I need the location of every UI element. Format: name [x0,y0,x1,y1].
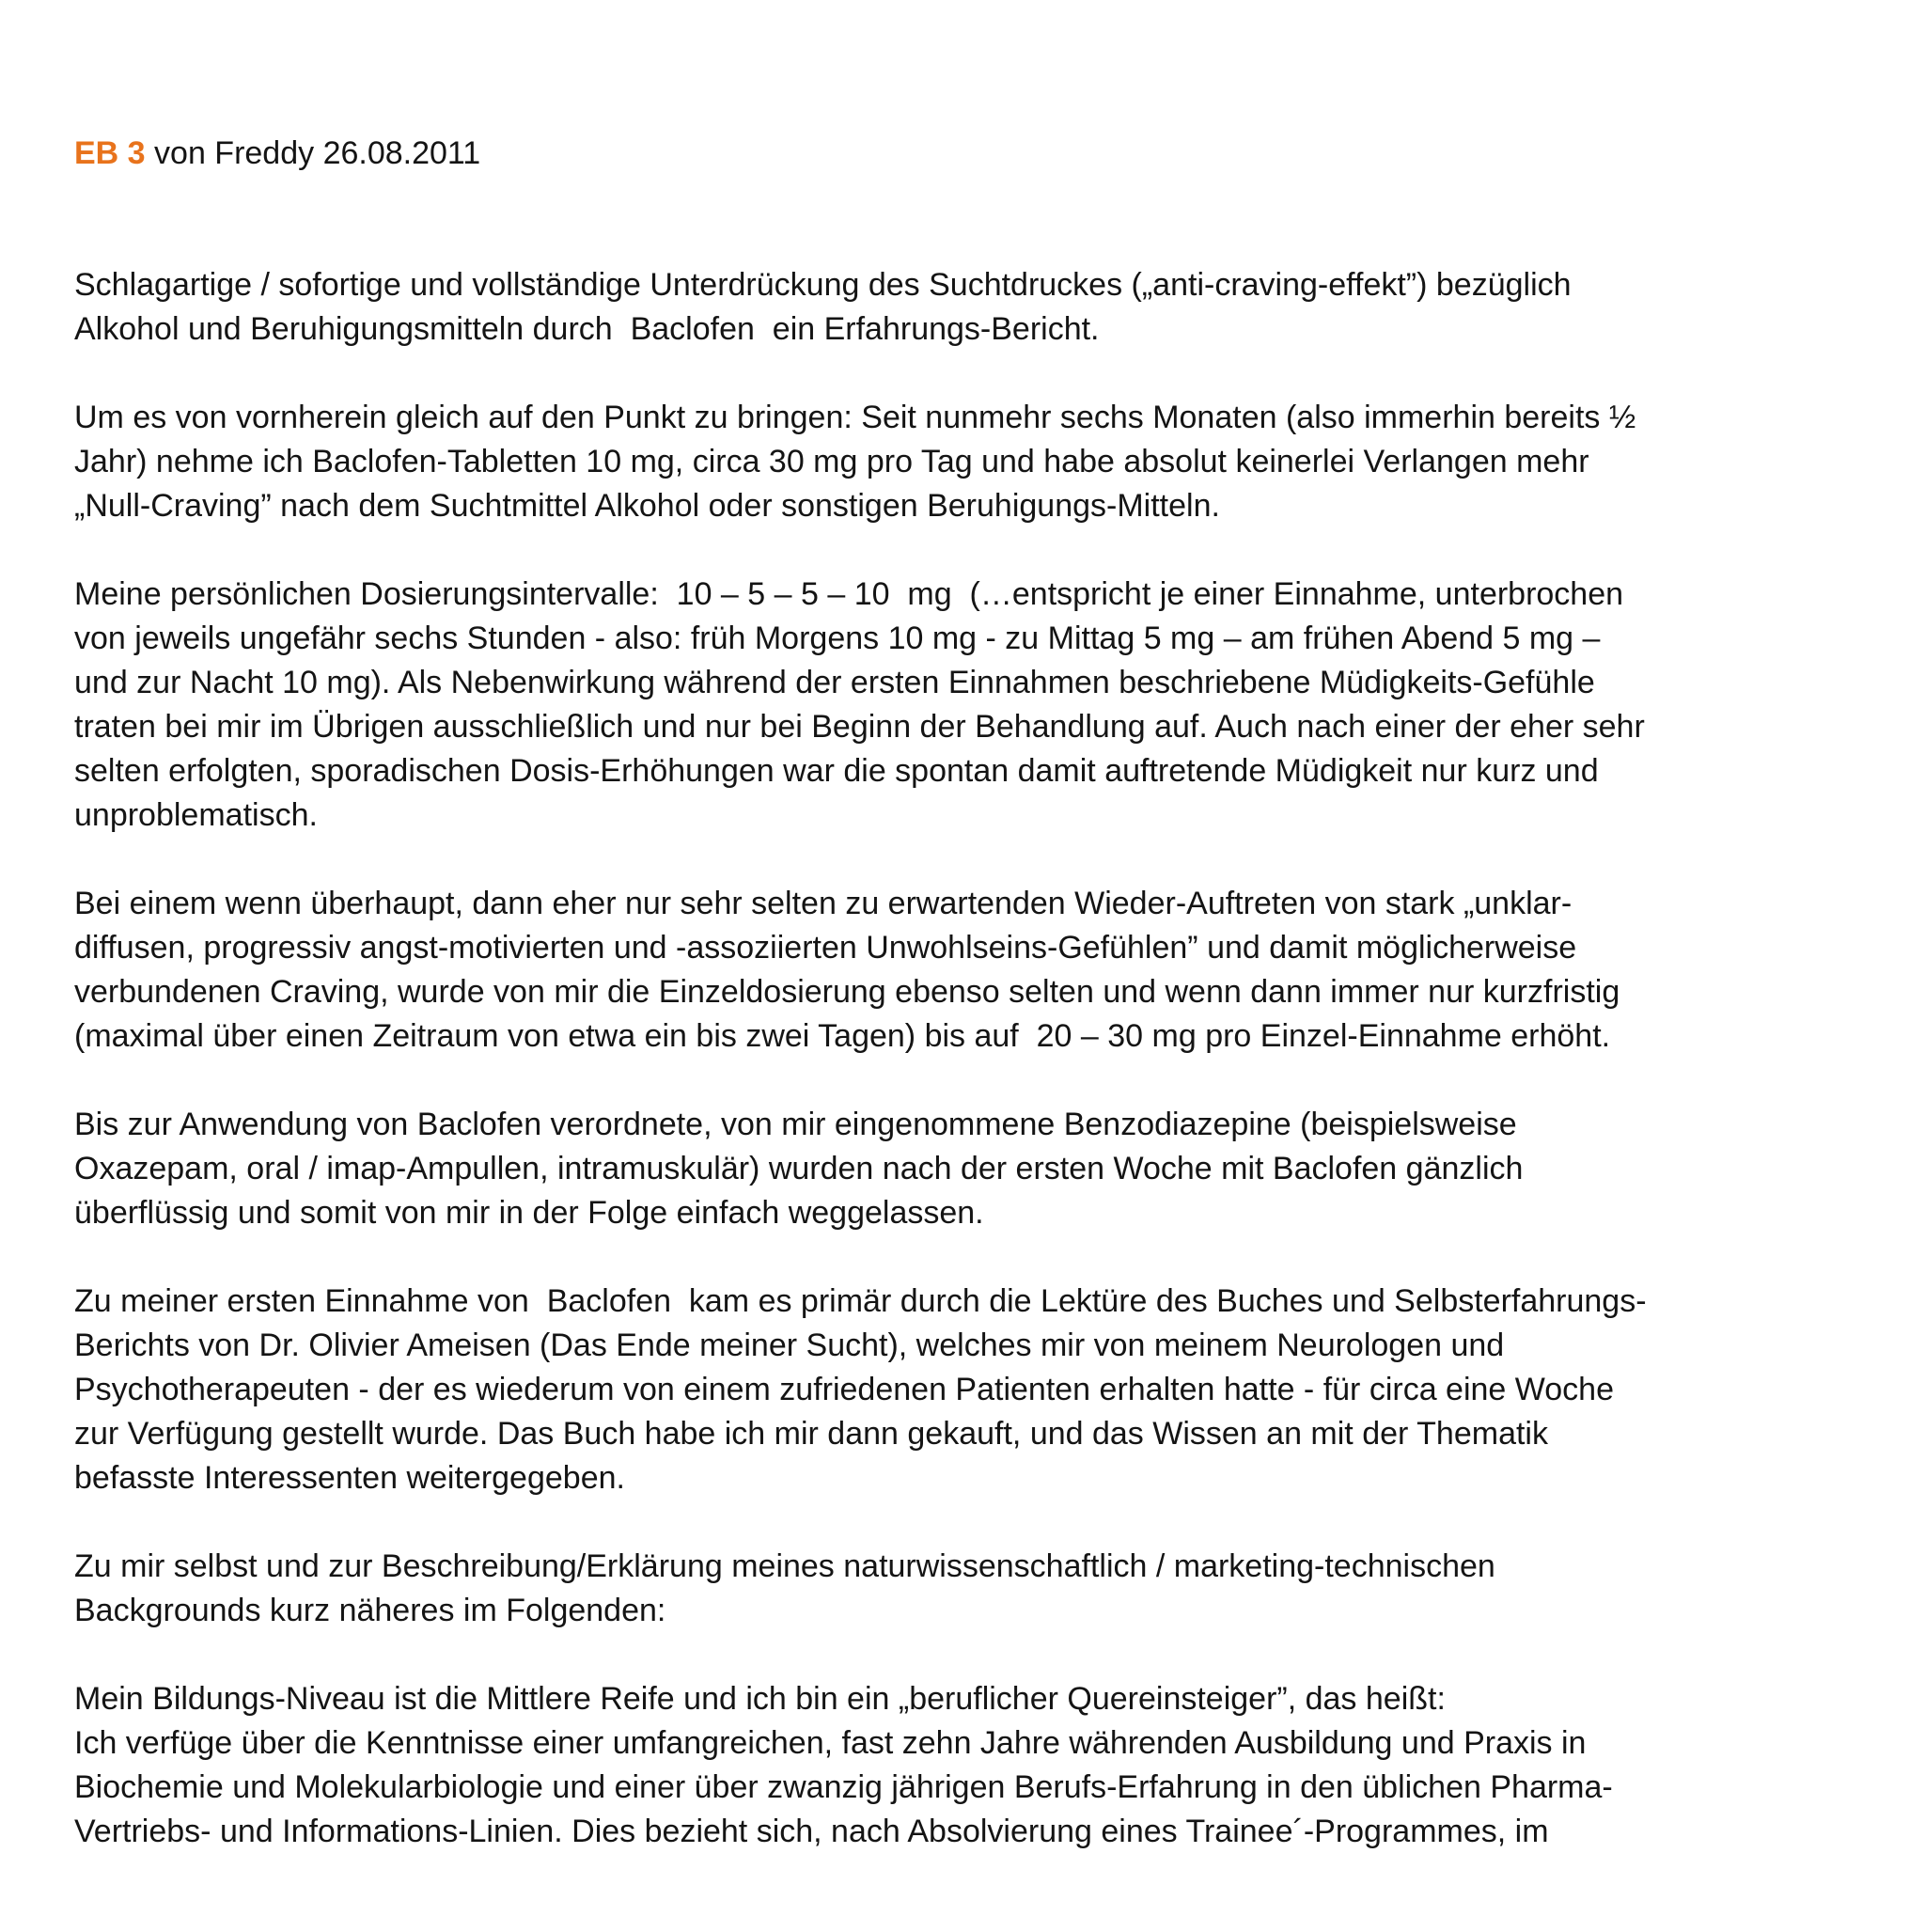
paragraph-dosage [74,573,1860,838]
paragraph-craving [74,882,1860,1059]
text-line: Meine persönlichen Dosierungsintervalle: 10 – 5 – 5 – 10 mg (…entspricht je einer Einnahme, unterbrochen [74,576,1624,612]
text-line: diffusen, progressiv angst-motivierten und -assoziierten Unwohlseins-Gefühlen” und damit möglicherweise [74,930,1577,966]
text-line: zur Verfügung gestellt wurde. Das Buch habe ich mir dann gekauft, und das Wissen an mit der Thematik [74,1416,1548,1452]
text-line: Schlagartige / sofortige und vollständige Unterdrückung des Suchtdruckes („anti-craving-effekt”) bezüglich [74,267,1572,303]
text-line: unproblematisch. [74,797,318,833]
text-line: Oxazepam, oral / imap-Ampullen, intramuskulär) wurden nach der ersten Woche mit Baclofen gänzlich [74,1151,1524,1186]
paragraph-title [74,263,1860,352]
report-label: EB 3 [74,135,146,171]
text-line: Vertriebs- und Informations-Linien. Dies bezieht sich, nach Absolvierung eines Trainee´-Programmes, im [74,1814,1549,1849]
text-line: Um es von vornherein gleich auf den Punkt zu bringen: Seit nunmehr sechs Monaten (also immerhin bereits ½ [74,400,1636,435]
text-line: Mein Bildungs-Niveau ist die Mittlere Reife und ich bin ein „beruflicher Quereinsteiger”, das heißt: [74,1681,1446,1717]
text-line: Psychotherapeuten - der es wiederum von einem zufriedenen Patienten erhalten hatte - für circa eine Woche [74,1372,1614,1407]
text-line: und zur Nacht 10 mg). Als Nebenwirkung während der ersten Einnahmen beschriebene Müdigkeits-Gefühle [74,665,1595,700]
text-line: Zu meiner ersten Einnahme von Baclofen kam es primär durch die Lektüre des Buches und Selbsterfahrungs- [74,1283,1647,1319]
report-byline: von Freddy 26.08.2011 [145,135,481,171]
text-line: selten erfolgten, sporadischen Dosis-Erhöhungen war die spontan damit auftretende Müdigkeit nur kurz und [74,753,1599,789]
text-line: überflüssig und somit von mir in der Folge einfach weggelassen. [74,1195,984,1231]
text-line: Berichts von Dr. Olivier Ameisen (Das Ende meiner Sucht), welches mir von meinem Neurologen und [74,1327,1505,1363]
paragraph-about-me [74,1545,1860,1633]
document-page [74,132,1860,1898]
document-header [74,132,1860,176]
text-line: Bis zur Anwendung von Baclofen verordnete, von mir eingenommene Benzodiazepine (beispielsweise [74,1107,1517,1142]
paragraph-benzodiazepines [74,1103,1860,1235]
text-line: traten bei mir im Übrigen ausschließlich und nur bei Beginn der Behandlung auf. Auch nach einer der eher sehr [74,709,1645,745]
text-line: verbundenen Craving, wurde von mir die Einzeldosierung ebenso selten und wenn dann immer nur kurzfristig [74,974,1620,1010]
text-line: (maximal über einen Zeitraum von etwa ein bis zwei Tagen) bis auf 20 – 30 mg pro Einzel-Einnahme erhöht. [74,1018,1611,1054]
text-line: Ich verfüge über die Kenntnisse einer umfangreichen, fast zehn Jahre währenden Ausbildung und Praxis in [74,1725,1587,1761]
paragraph-first-intake [74,1280,1860,1500]
report-body [74,263,1860,1854]
text-line: Backgrounds kurz näheres im Folgenden: [74,1593,666,1628]
text-line: Zu mir selbst und zur Beschreibung/Erklärung meines naturwissenschaftlich / marketing-technischen [74,1548,1495,1584]
text-line: Jahr) nehme ich Baclofen-Tabletten 10 mg, circa 30 mg pro Tag und habe absolut keinerlei Verlangen mehr [74,444,1589,479]
text-line: Bei einem wenn überhaupt, dann eher nur sehr selten zu erwartenden Wieder-Auftreten von stark „unklar- [74,886,1573,921]
paragraph-summary [74,396,1860,528]
text-line: befasste Interessenten weitergegeben. [74,1460,625,1496]
text-line: von jeweils ungefähr sechs Stunden - also: früh Morgens 10 mg - zu Mittag 5 mg – am frühen Abend 5 mg – [74,620,1601,656]
paragraph-education [74,1677,1860,1854]
text-line: Biochemie und Molekularbiologie und einer über zwanzig jährigen Berufs-Erfahrung in den üblichen Pharma- [74,1769,1613,1805]
text-line: „Null-Craving” nach dem Suchtmittel Alkohol oder sonstigen Beruhigungs-Mitteln. [74,488,1220,524]
text-line: Alkohol und Beruhigungsmitteln durch Baclofen ein Erfahrungs-Bericht. [74,311,1100,347]
